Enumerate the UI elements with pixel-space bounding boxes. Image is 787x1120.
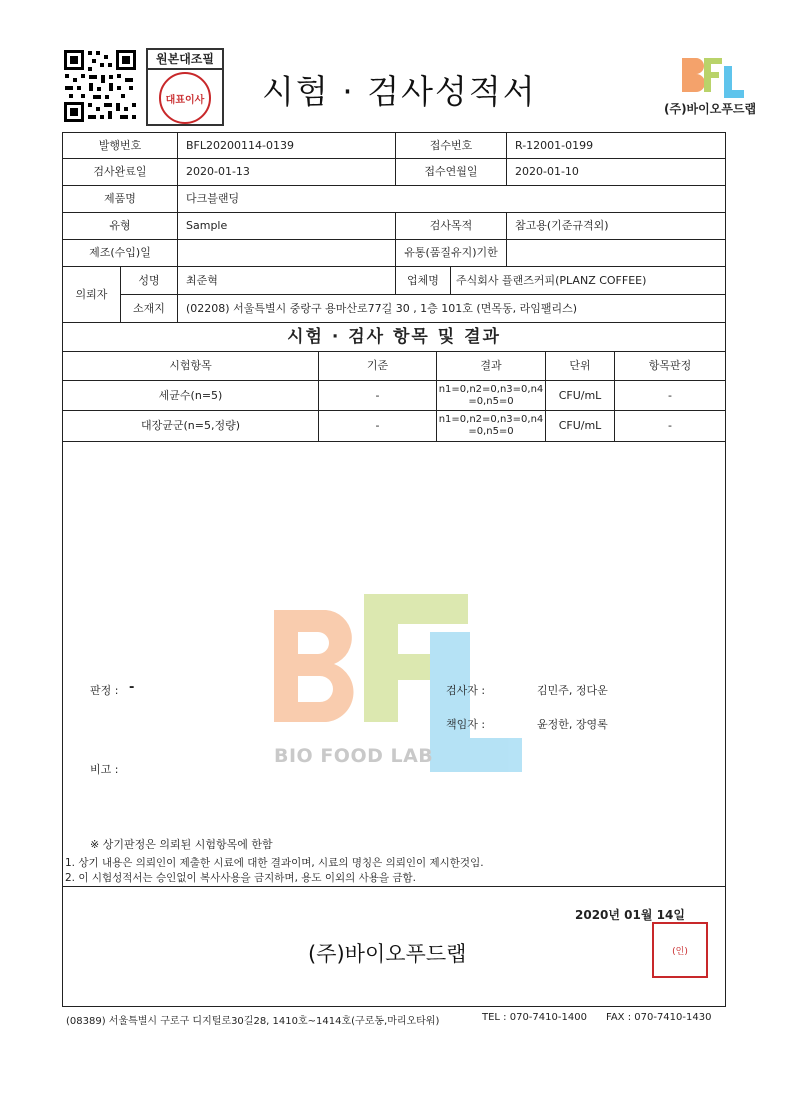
mfg-date-label: 제조(수입)일: [62, 239, 178, 267]
row-standard: -: [318, 410, 437, 442]
footer-fax: FAX : 070-7410-1430: [606, 1012, 712, 1023]
company-value: 주식회사 플랜즈커피(PLANZ COFFEE): [450, 266, 726, 295]
type-label: 유형: [62, 212, 178, 240]
address-value: (02208) 서울특별시 중랑구 용마산로77길 30 , 1층 101호 (면목동, 라임팰리스): [177, 294, 726, 323]
row-item: 대장균군(n=5,정량): [62, 410, 319, 442]
company-logo-text: (주)바이오푸드랩: [664, 102, 757, 116]
header-item: 시험항목: [62, 351, 319, 381]
purpose-value: 참고용(기준규격외): [506, 212, 726, 240]
footer-tel: TEL : 070-7410-1400: [482, 1012, 587, 1023]
inspector-value: 김민주, 정다운: [537, 684, 608, 697]
issue-no-label: 발행번호: [62, 132, 178, 159]
header-unit: 단위: [545, 351, 615, 381]
footer-address: (08389) 서울특별시 구로구 디지털로30길28, 1410호~1414호(구로동,마리오타워): [66, 1016, 440, 1027]
product-label: 제품명: [62, 185, 178, 213]
judgment-label: 판정 :: [90, 684, 119, 697]
row-unit: CFU/mL: [545, 410, 615, 442]
stamp-label: 원본대조필: [148, 50, 222, 70]
manager-value: 윤정한, 장영록: [537, 718, 608, 731]
inspector-label: 검사자 :: [446, 684, 486, 697]
name-label: 성명: [120, 266, 178, 295]
row-unit: CFU/mL: [545, 380, 615, 411]
row-result-line1: n1=0,n2=0,n3=0,n4: [438, 383, 544, 395]
address-label: 소재지: [120, 294, 178, 323]
qr-code: [62, 48, 138, 124]
name-value: 최준혁: [177, 266, 396, 295]
product-value: 다크블랜딩: [177, 185, 726, 213]
row-judgment: -: [614, 410, 726, 442]
type-value: Sample: [177, 212, 396, 240]
document-title: 시험 · 검사성적서: [262, 72, 537, 111]
remarks-label: 비고 :: [90, 763, 119, 776]
row-result: [436, 410, 546, 442]
judgment-value: -: [129, 680, 135, 695]
header-result: 결과: [436, 351, 546, 381]
purpose-label: 검사목적: [395, 212, 507, 240]
receipt-no-label: 접수번호: [395, 132, 507, 159]
row-result-line1: n1=0,n2=0,n3=0,n4: [438, 414, 544, 425]
footnote-1: 1. 상기 내용은 의뢰인이 제출한 시료에 대한 결과이며, 시료의 명칭은 의뢰인이 제시한것임.: [65, 857, 484, 869]
receipt-date-value: 2020-01-10: [506, 158, 726, 186]
row-result: [436, 380, 546, 411]
client-label: 의뢰자: [62, 266, 121, 323]
divider: [62, 886, 726, 887]
footnote-2: 2. 이 시험성적서는 승인없이 복사사용을 금지하며, 용도 이외의 사용을 금함.: [65, 872, 417, 884]
manager-label: 책임자 :: [446, 718, 486, 731]
seal-text: (인): [672, 946, 688, 957]
header-standard: 기준: [318, 351, 437, 381]
company-seal: [652, 922, 708, 978]
row-result-line2: =0,n5=0: [468, 395, 514, 407]
original-copy-stamp: [146, 48, 224, 126]
expiry-value: [506, 239, 726, 267]
watermark-text: BIO FOOD LAB: [274, 745, 434, 767]
issue-date: 2020년 01월 14일: [575, 908, 685, 922]
receipt-date-label: 접수연월일: [395, 158, 507, 186]
mfg-date-value: [177, 239, 396, 267]
note-text: ※ 상기판정은 의뢰된 시험항목에 한함: [90, 838, 273, 851]
results-section-title: 시험 · 검사 항목 및 결과: [62, 322, 726, 352]
company-label: 업체명: [395, 266, 451, 295]
issue-no-value: BFL20200114-0139: [177, 132, 396, 159]
complete-date-label: 검사완료일: [62, 158, 178, 186]
bfl-watermark: [270, 588, 526, 776]
receipt-no-value: R-12001-0199: [506, 132, 726, 159]
row-result-line2: =0,n5=0: [468, 426, 514, 437]
company-signature: (주)바이오푸드랩: [308, 942, 467, 966]
row-standard: -: [318, 380, 437, 411]
complete-date-value: 2020-01-13: [177, 158, 396, 186]
row-judgment: -: [614, 380, 726, 411]
stamp-seal: 대표이사: [159, 72, 211, 124]
row-item: 세균수(n=5): [62, 380, 319, 411]
header-judgment: 항목판정: [614, 351, 726, 381]
expiry-label: 유통(품질유지)기한: [395, 239, 507, 267]
